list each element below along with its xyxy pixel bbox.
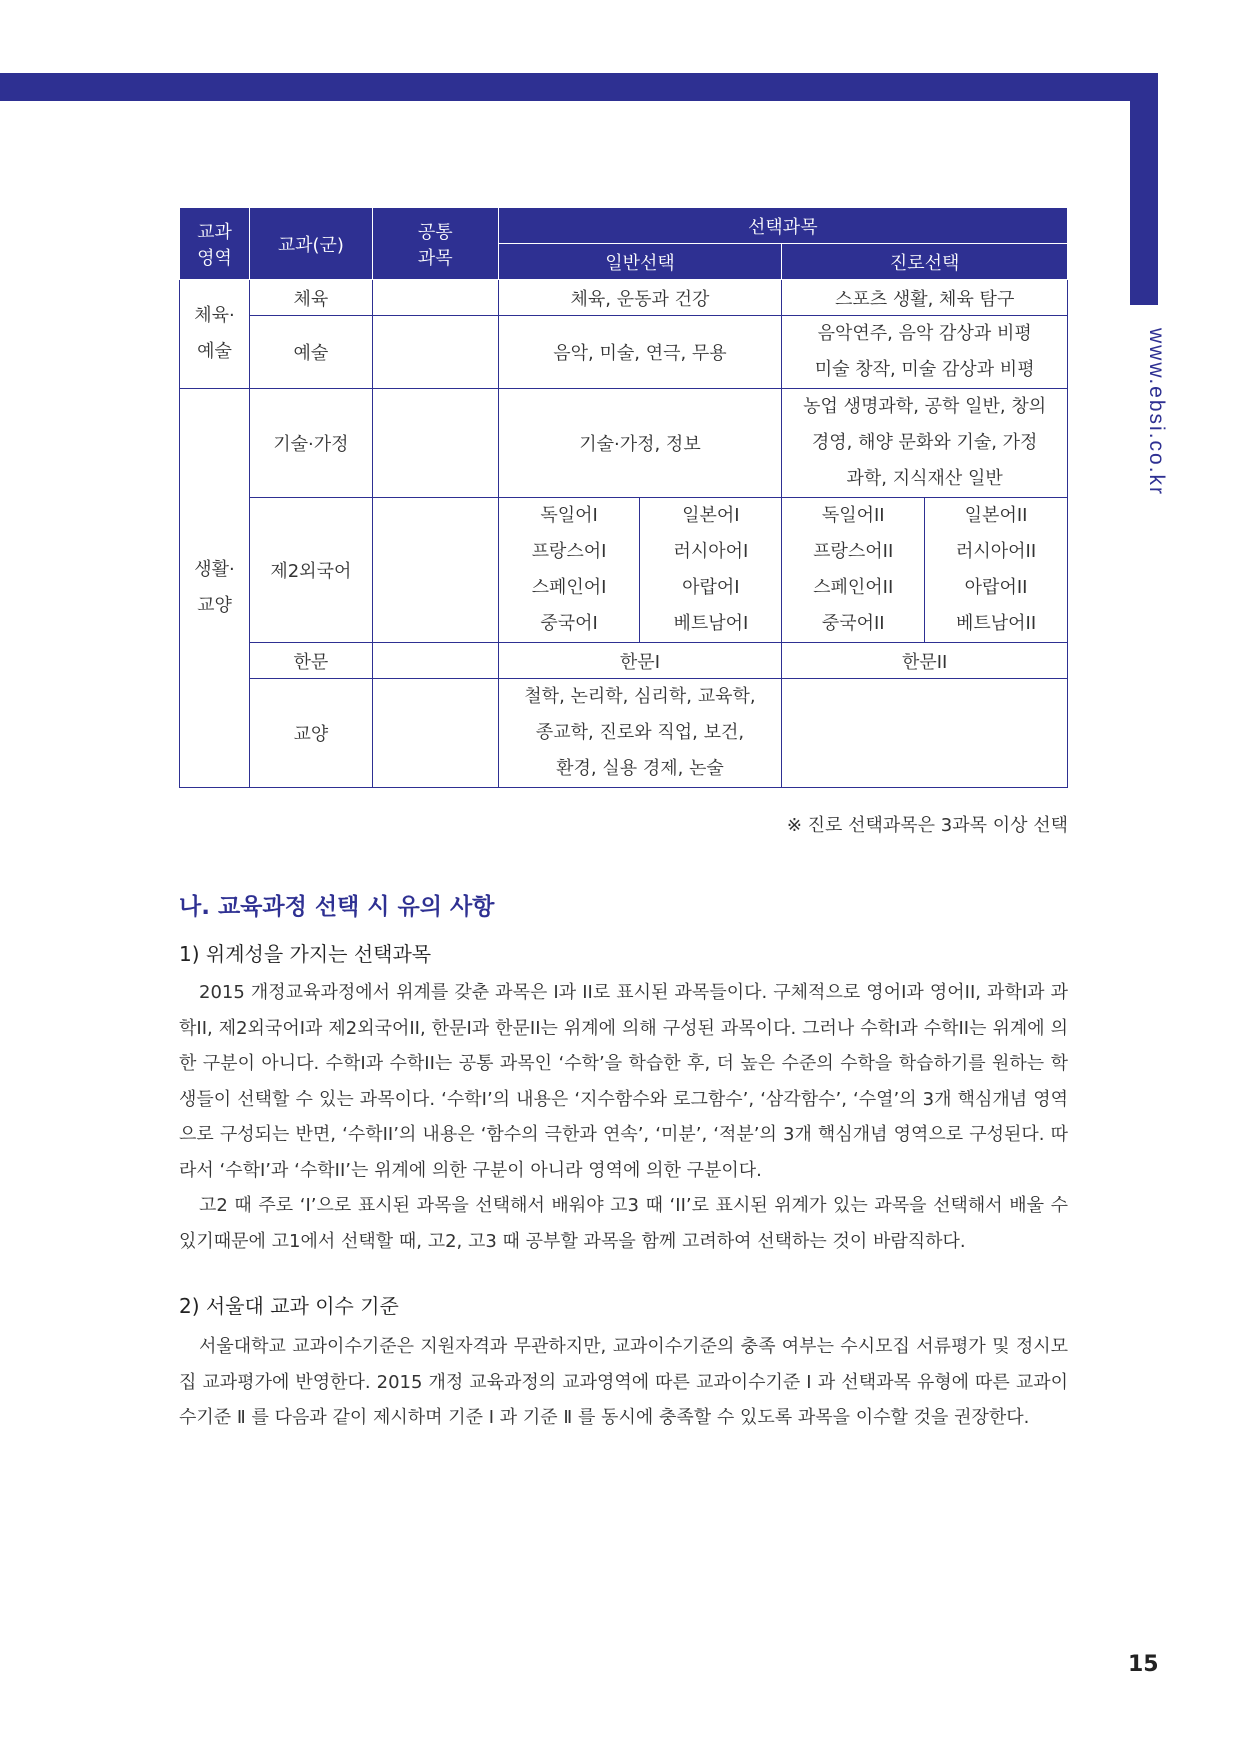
common-cell <box>372 389 498 498</box>
common-cell <box>372 498 498 643</box>
side-url: www.ebsi.co.kr <box>1145 328 1168 497</box>
page-number: 15 <box>1128 1652 1159 1677</box>
common-cell <box>372 316 498 389</box>
career-hanmun: 한문II <box>782 643 1068 679</box>
common-cell <box>372 280 498 316</box>
general-art: 음악, 미술, 연극, 무용 <box>498 316 782 389</box>
header-career: 진로선택 <box>782 244 1068 280</box>
header-elective: 선택과목 <box>498 208 1067 244</box>
section-title: 나. 교육과정 선택 시 유의 사항 <box>179 894 495 920</box>
general-pe: 체육, 운동과 건강 <box>498 280 782 316</box>
general-lang-b: 일본어I 러시아어I 아랍어I 베트남어I <box>640 498 782 643</box>
group-art: 예술 <box>249 316 372 389</box>
subsection-title-2: 2) 서울대 교과 이수 기준 <box>179 1294 399 1318</box>
career-art: 음악연주, 음악 감상과 비평 미술 창작, 미술 감상과 비평 <box>782 316 1068 389</box>
table-note: ※ 진로 선택과목은 3과목 이상 선택 <box>786 815 1068 836</box>
group-lang: 제2외국어 <box>249 498 372 643</box>
header-bar <box>0 73 1158 101</box>
header-area: 교과 영역 <box>180 208 250 280</box>
career-culture <box>782 679 1068 788</box>
group-hanmun: 한문 <box>249 643 372 679</box>
career-lang-a: 독일어II 프랑스어II 스페인어II 중국어II <box>782 498 925 643</box>
header-general: 일반선택 <box>498 244 782 280</box>
group-culture: 교양 <box>249 679 372 788</box>
area-life: 생활· 교양 <box>180 389 250 788</box>
subsection-title-1: 1) 위계성을 가지는 선택과목 <box>179 942 432 966</box>
group-pe: 체육 <box>249 280 372 316</box>
curriculum-table <box>179 207 1068 788</box>
paragraph-1: 2015 개정교육과정에서 위계를 갖춘 과목은 I과 II로 표시된 과목들이다. 구체적으로 영어I과 영어II, 과학I과 과학II, 제2외국어I과 제2외국어II, 한문I과 한문II는 위계에 의해 구성된 과목이다. 그러나 수학I과 수학II는 위계에 의한 구분이 아니다. 수학I과 수학II는 공통 과목인 ‘수학’을 학습한 후, 더 높은 수준의 수학을 학습하기를 원하는 학생들이 선택할 수 있는 과목이다. ‘수학I’의 내용은 ‘지수함수와 로그함수’, ‘삼각함수’, ‘수열’의 3개 핵심개념 영역으로 구성되는 반면, ‘수학II’의 내용은 ‘함수의 극한과 연속’, ‘미분’, ‘적분’의 3개 핵심개념 영역으로 구성된다. 따라서 ‘수학I’과 ‘수학II’는 위계에 의한 구분이 아니라 영역에 의한 구분이다. <box>179 982 1068 1181</box>
general-hanmun: 한문I <box>498 643 782 679</box>
side-bar <box>1130 73 1158 305</box>
common-cell <box>372 643 498 679</box>
paragraph-2: 고2 때 주로 ‘I’으로 표시된 과목을 선택해서 배워야 고3 때 ‘II’로 표시된 위계가 있는 과목을 선택해서 배울 수 있기때문에 고1에서 선택할 때, 고2, 고3 때 공부할 과목을 함께 고려하여 선택하는 것이 바람직하다. <box>179 1195 1068 1252</box>
paragraph-3: 서울대학교 교과이수기준은 지원자격과 무관하지만, 교과이수기준의 충족 여부는 수시모집 서류평가 및 정시모집 교과평가에 반영한다. 2015 개정 교육과정의 교과영역에 따른 교과이수기준 Ⅰ 과 선택과목 유형에 따른 교과이수기준 Ⅱ 를 다음과 같이 제시하며 기준 Ⅰ 과 기준 Ⅱ 를 동시에 충족할 수 있도록 과목을 이수할 것을 권장한다. <box>179 1336 1068 1428</box>
general-culture: 철학, 논리학, 심리학, 교육학, 종교학, 진로와 직업, 보건, 환경, 실용 경제, 논술 <box>498 679 782 788</box>
area-pe-art: 체육· 예술 <box>180 280 250 389</box>
common-cell <box>372 679 498 788</box>
header-common: 공통 과목 <box>372 208 498 280</box>
career-tech: 농업 생명과학, 공학 일반, 창의 경영, 해양 문화와 기술, 가정 과학, 지식재산 일반 <box>782 389 1068 498</box>
career-pe: 스포츠 생활, 체육 탐구 <box>782 280 1068 316</box>
general-tech: 기술·가정, 정보 <box>498 389 782 498</box>
header-subject-group: 교과(군) <box>249 208 372 280</box>
group-tech: 기술·가정 <box>249 389 372 498</box>
general-lang-a: 독일어I 프랑스어I 스페인어I 중국어I <box>498 498 640 643</box>
career-lang-b: 일본어II 러시아어II 아랍어II 베트남어II <box>925 498 1068 643</box>
